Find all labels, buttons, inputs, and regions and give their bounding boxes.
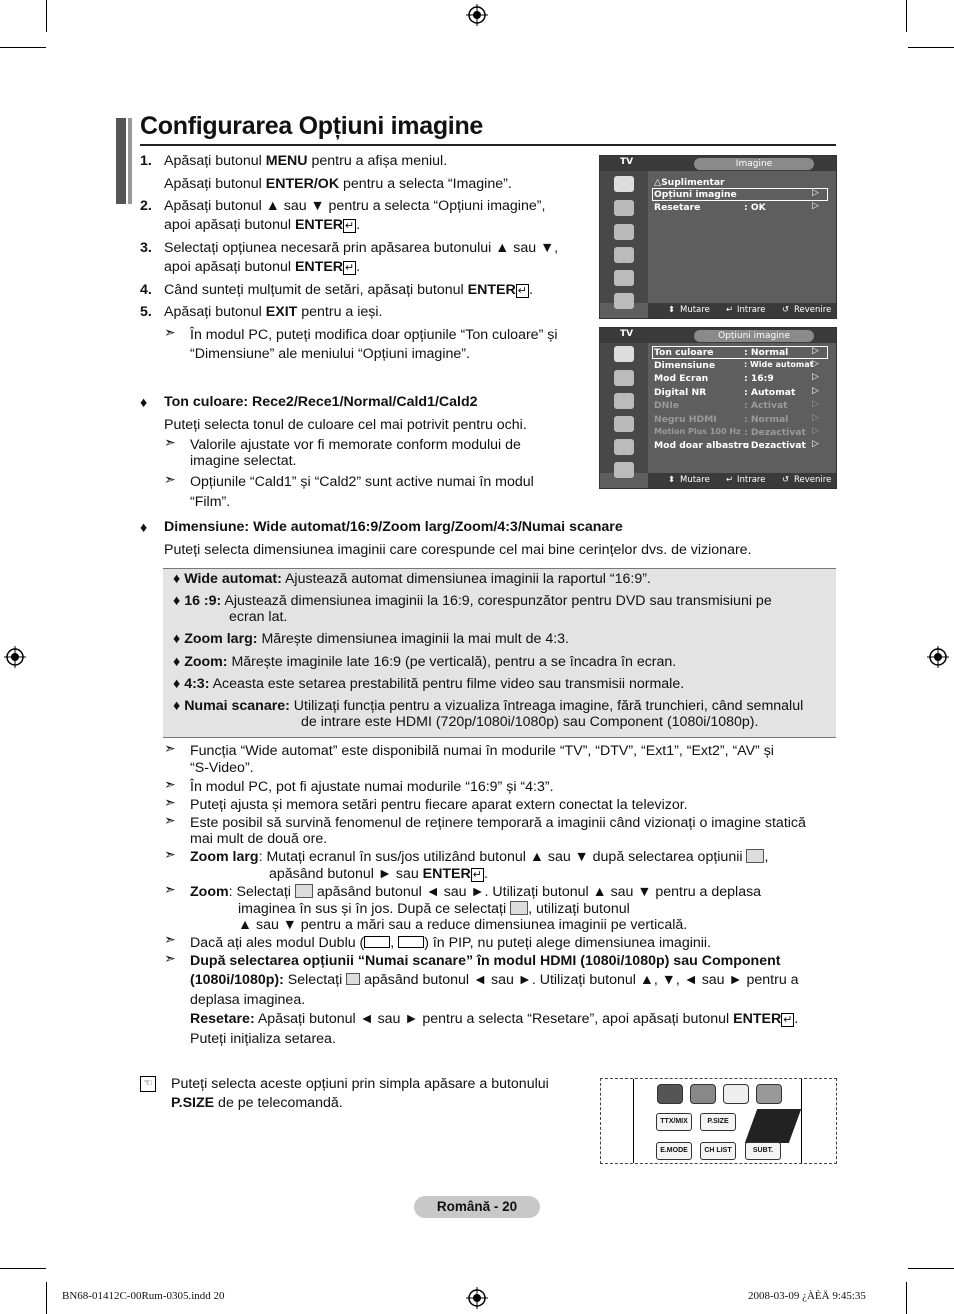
ton-desc: Puteți selecta tonul de culoare cel mai potrivit pentru ochi. [164,417,527,433]
dim-desc: Puteți selecta dimensiunea imaginii care corespunde cel mai bine cerințelor dvs. de vizionare. [164,542,752,558]
crop-mark [46,1282,47,1314]
note-6b: imaginea în sus și în jos. După ce selectați , utilizați butonul [238,901,630,917]
setup-icon[interactable] [614,416,634,432]
step-number: 5. [140,304,152,320]
box-item: ♦ Zoom larg: Mărește dimensiunea imaginii la mai mult de 4:3. [173,631,569,647]
menu-arrow-icon: ▷ [812,188,819,198]
box-item: ♦ 4:3: Aceasta este setarea prestabilită pentru filme video sau transmisii normale. [173,676,685,692]
pc-note-line-1: În modul PC, puteți modifica doar opțiunile “Ton culoare” și [190,327,558,343]
menu-arrow-icon: ▷ [812,359,819,369]
menu-row-label: Negru HDMI [654,414,717,425]
footer-move: Mutare [680,475,710,485]
note-4a: Este posibil să survină fenomenul de reținere temporară a imaginii când vizionați o imagine statică [190,815,806,831]
hand-note-icon: ☜ [140,1076,156,1092]
note-arrow-icon: ➣ [164,471,176,487]
note-8d: Resetare: Apăsați butonul ◄ sau ► pentru a selecta “Resetare”, apoi apăsați butonul ENTER ↵ . [190,1011,799,1027]
note-6c: ▲ sau ▼ pentru a mări sau a reduce dimensiunea imaginii pe verticală. [238,917,688,933]
menu-tv-label: TV [620,157,634,167]
footer-enter: Intrare [737,305,766,315]
menu-footer [648,473,836,488]
note-5b: apăsând butonul ► sau ENTER ↵ . [269,866,488,882]
menu-row-label[interactable]: Digital NR [654,387,707,398]
footer-file-info: BN68-01412C-00Rum-0305.indd 20 [62,1290,225,1302]
tv-menu-picture-options [599,327,837,489]
menu-arrow-icon: ▷ [812,426,819,436]
step-1-line-2: Apăsați butonul ENTER/OK pentru a selecta “Imagine”. [164,176,512,192]
menu-row-value: : OK [744,202,766,213]
setup-icon[interactable] [614,247,634,263]
picture-icon[interactable] [614,176,634,192]
mode-icon [346,973,360,985]
crop-mark [906,1282,907,1314]
footer-enter: Intrare [737,475,766,485]
menu-arrow-icon: ▷ [812,201,819,211]
box-item: ♦ Wide automat: Ajustează automat dimensiunea imaginii la raportul “16:9”. [173,571,651,587]
note-7: Dacă ați ales modul Dublu ( , ) în PIP, nu puteți alege dimensiunea imaginii. [190,935,712,951]
tv-menu-image [599,155,837,319]
page-title: Configurarea Opțiuni imagine [140,112,484,140]
note-arrow-icon: ➣ [164,740,176,756]
crop-mark [46,0,47,32]
box-item: ♦ Zoom: Mărește imaginile late 16:9 (pe verticală), pentru a se încadra în ecran. [173,654,677,670]
blue-button[interactable] [756,1084,782,1104]
note-arrow-icon: ➣ [164,931,176,947]
crop-mark [908,1268,954,1269]
ton-note-1b: imagine selectat. [190,453,297,469]
sound-icon[interactable] [614,200,634,216]
menu-title: Imagine [694,158,814,170]
psize-button[interactable]: P.SIZE [700,1113,736,1131]
move-icon: ⬍ [668,475,676,485]
crop-mark [0,1268,46,1269]
step-number: 2. [140,198,152,214]
step-2-line-2: apoi apăsați butonul ENTER ↵ . [164,217,361,233]
menu-row-value: : 16:9 [744,373,774,384]
enter-icon: ↵ [472,869,482,881]
return-icon: ↺ [782,475,790,485]
move-icon: ⬍ [668,305,676,315]
menu-row-label[interactable]: △Suplimentar [654,177,725,188]
ton-note-2b: “Film”. [190,494,231,510]
note-8e: Puteți inițializa setarea. [190,1031,336,1047]
pointer-arrow-icon [745,1109,801,1143]
menu-row-label: Motion Plus 100 Hz [654,427,741,436]
subt-button[interactable]: SUBT. [745,1142,781,1160]
yellow-button[interactable] [723,1084,749,1104]
step-5-line-1: Apăsați butonul EXIT pentru a ieși. [164,304,383,320]
enter-icon: ↵ [517,285,527,297]
box-item: ♦ 16 :9: Ajustează dimensiunea imaginii la 16:9, corespunzător pentru DVD sau transmisiuni pe [173,593,772,609]
footer-return: Revenire [794,305,832,315]
step-number: 3. [140,240,152,256]
box-item-cont: de intrare este HDMI (720p/1080i/1080p) sau Component (1080i/1080p). [301,714,759,730]
input-icon[interactable] [614,270,634,286]
note-5a: Zoom larg: Mutați ecranul în sus/jos utilizând butonul ▲ sau ▼ după selectarea opțiunii , [190,849,769,865]
footer-move: Mutare [680,305,710,315]
step-number: 4. [140,282,152,298]
emode-button[interactable]: E.MODE [656,1142,692,1160]
note-2: În modul PC, pot fi ajustate numai modurile “16:9” și “4:3”. [190,779,554,795]
mode-icon [746,849,764,863]
note-8a: După selectarea opțiunii “Numai scanare” în modul HDMI (1080i/1080p) sau Component [190,953,781,969]
position-icon [510,901,528,915]
mode-icon [295,884,313,898]
menu-arrow-icon: ▷ [812,439,819,449]
enter-icon: ↵ [345,220,355,232]
menu-row-label[interactable]: Ton culoare [654,347,714,358]
step-4-line-1: Când sunteți mulțumit de setări, apăsați butonul ENTER ↵ . [164,282,533,298]
note-8c: deplasa imaginea. [190,992,306,1008]
crop-mark [0,47,46,48]
bullet-icon: ♦ [140,520,148,536]
menu-row-value: : Normal [744,347,789,358]
picture-icon[interactable] [614,346,634,362]
title-rule [140,144,836,146]
ch-list-button[interactable]: CH LIST [700,1142,736,1160]
note-arrow-icon: ➣ [164,434,176,450]
step-3-line-1: Selectați opțiunea necesară prin apăsarea butonului ▲ sau ▼, [164,240,559,256]
menu-tv-label: TV [620,329,634,339]
menu-row-label[interactable]: Resetare [654,202,701,213]
menu-row-value: : Wide automat [744,360,814,369]
psize-note-1: Puteți selecta aceste opțiuni prin simpla apăsare a butonului [171,1076,549,1092]
menu-row-value: : Dezactivat [744,440,806,451]
menu-row-label[interactable]: Mod doar albastru [654,440,750,451]
menu-row-value: : Activat [744,400,788,411]
note-4b: mai mult de două ore. [190,831,328,847]
menu-arrow-icon: ▷ [812,413,819,423]
section-bar [116,118,126,204]
menu-title: Opțiuni imagine [694,330,814,342]
return-icon: ↺ [782,305,790,315]
box-item-cont: ecran lat. [229,609,288,625]
note-arrow-icon: ➣ [164,794,176,810]
step-2-line-1: Apăsați butonul ▲ sau ▼ pentru a selecta “Opțiuni imagine”, [164,198,546,214]
bullet-icon: ♦ [140,395,148,411]
note-1a: Funcția “Wide automat” este disponibilă numai în modurile “TV”, “DTV”, “Ext1”, “Ext2”, “AV” și [190,743,774,759]
ton-heading: Ton culoare: Rece2/Rece1/Normal/Cald1/Cald2 [164,394,478,410]
enter-icon: ↵ [726,475,734,485]
menu-row-label[interactable]: Dimensiune [654,360,716,371]
page-number: Română - 20 [414,1196,540,1218]
note-arrow-icon: ➣ [164,324,176,340]
registration-mark-icon [4,646,26,668]
remote-control-illustration [600,1078,837,1164]
menu-footer [648,303,836,318]
enter-icon: ↵ [345,262,355,274]
section-bar [128,118,132,204]
menu-row-label: DNIe [654,400,679,411]
note-8b: (1080i/1080p): Selectați apăsând butonul ◄ sau ►. Utilizați butonul ▲, ▼, ◄ sau ► pentru a [190,972,799,988]
enter-icon: ↵ [726,305,734,315]
note-arrow-icon: ➣ [164,950,176,966]
remote-edge [801,1079,802,1163]
step-1-line-1: Apăsați butonul MENU pentru a afișa meniul. [164,153,448,169]
ton-note-2a: Opțiunile “Cald1” și “Cald2” sunt active numai în modul [190,474,534,490]
crop-mark [906,0,907,32]
registration-mark-icon [927,646,949,668]
menu-row-value: : Dezactivat [744,427,806,438]
menu-arrow-icon: ▷ [812,386,819,396]
ttx-mix-button[interactable]: TTX/MIX [656,1113,692,1131]
psize-note-2: P.SIZE de pe telecomandă. [171,1095,343,1111]
menu-row-label[interactable]: Opțiuni imagine [654,189,737,200]
application-icon[interactable] [614,462,634,478]
note-arrow-icon: ➣ [164,776,176,792]
red-button[interactable] [657,1084,683,1104]
pip-double-icon [398,936,424,948]
registration-mark-icon [466,4,488,26]
menu-arrow-icon: ▷ [812,399,819,409]
sound-icon[interactable] [614,370,634,386]
input-icon[interactable] [614,439,634,455]
pip-double-icon [364,936,390,948]
note-3: Puteți ajusta și memora setări pentru fiecare aparat extern conectat la televizor. [190,797,688,813]
green-button[interactable] [690,1084,716,1104]
pc-note-line-2: “Dimensiune” ale meniului “Opțiuni imagine”. [190,346,470,362]
channel-icon[interactable] [614,393,634,409]
note-arrow-icon: ➣ [164,881,176,897]
step-number: 1. [140,153,152,169]
remote-edge [633,1079,634,1163]
application-icon[interactable] [614,293,634,309]
menu-row-value: : Automat [744,387,796,398]
menu-arrow-icon: ▷ [812,346,819,356]
menu-arrow-icon: ▷ [812,372,819,382]
crop-mark [908,47,954,48]
menu-row-label[interactable]: Mod Ecran [654,373,709,384]
note-arrow-icon: ➣ [164,846,176,862]
registration-mark-icon [466,1287,488,1309]
enter-icon: ↵ [783,1014,793,1026]
channel-icon[interactable] [614,224,634,240]
ton-note-1a: Valorile ajustate vor fi memorate conform modului de [190,437,521,453]
menu-row-value: : Normal [744,414,789,425]
dim-heading: Dimensiune: Wide automat/16:9/Zoom larg/Zoom/4:3/Numai scanare [164,519,623,535]
step-3-line-2: apoi apăsați butonul ENTER ↵ . [164,259,361,275]
footer-timestamp: 2008-03-09 ¿ÀÈÄ 9:45:35 [748,1290,866,1302]
note-arrow-icon: ➣ [164,812,176,828]
note-1b: “S-Video”. [190,760,254,776]
footer-return: Revenire [794,475,832,485]
note-6a: Zoom: Selectați apăsând butonul ◄ sau ►. Utilizați butonul ▲ sau ▼ pentru a deplasa [190,884,762,900]
box-item: ♦ Numai scanare: Utilizați funcția pentru a vizualiza întreaga imagine, fără trunchieri, când semnalul [173,698,804,714]
